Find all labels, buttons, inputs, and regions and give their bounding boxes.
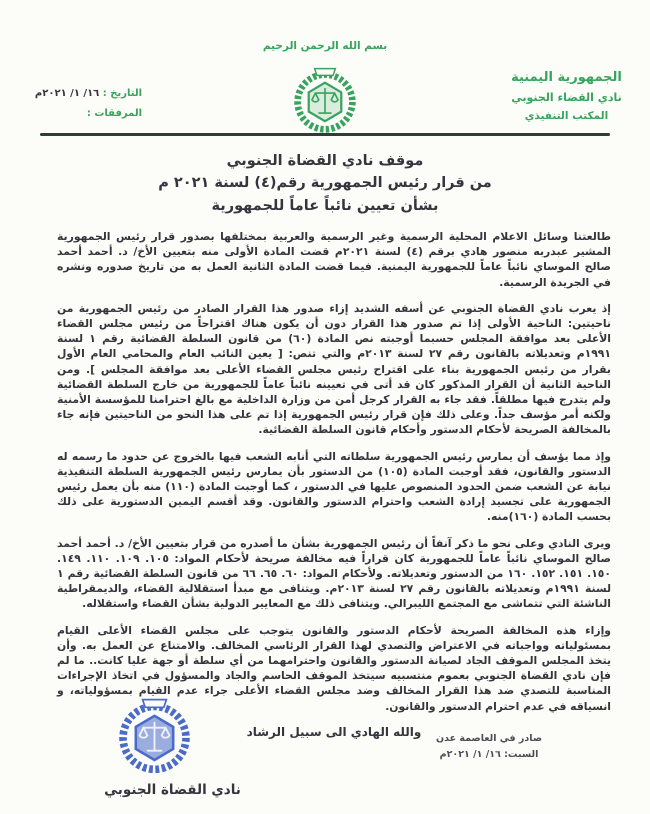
attachments-label: المرفقات : [86,108,142,119]
date-value: ١٦/ ١/ ٢٠٢١م [34,88,100,99]
closing-invocation: والله الهادي الى سبيل الرشاد [246,724,422,739]
issued-place: صادر في العاصمة عدن [436,733,542,744]
bismillah-text: بسم الله الرحمن الرحيم [262,40,388,52]
header-divider-line [40,133,610,136]
date-row [12,88,142,99]
club-stamp-icon [112,692,197,777]
paragraph-2: إذ يعرب نادي القضاة الجنوبي عن أسفه الشديد إزاء صدور هذا القرار الصادر من رئيس الجمهورية من ناحيتين: الناحية الأولى إذا تم صدور هذا القرار دون أن يكون هناك اقتراحاً من رئيس مجلس القضاء الأعلى بعد موافقة المجلس حسبما أوجبته نص المادة (٦٠) من قانون السلطة القضائية رقم ١ لسنة ١٩٩١م وتعديلاته بالقانون رقم ٢٧ لسنة ٢٠١٣م والتي تنص: [ يعين النائب العام والمحامي العام الأول بقرار من رئيس الجمهورية بناء على اقتراح رئيس مجلس القضاء الأعلى بعد موافقة المجلس ]. ومن الناحية الثانية أن القرار المذكور كان قد أتى في تعيينه نائباً عاماً للجمهورية من خارج السلطة القضائية ولم يتدرج فيها مطلقاً. فقد جاء به القرار كرجل أمن من وزارة الداخلية مع بالغ احترامنا للمؤسسة الأمنية ولكنه أمر مؤسف جداً. وعلى ذلك فإن قرار رئيس الجمهورية إذا تم على هذا النحو من الناحيتين فإنه جاء بالمخالفة الصريحة لأحكام الدستور وأحكام قانون السلطة القضائية. [57,301,611,437]
document-body [57,229,611,740]
paragraph-4: ويرى النادي وعلى نحو ما ذكر آنفاً أن رئيس الجمهورية بشأن ما أصدره من قرار بتعيين الأخ/ د. أحمد أحمد صالح الموساي نائباً عاماً للجمهورية كان قراراً فيه مخالفة صريحة لأحكام المواد: ١٠٥. ١٠٩. ١١٠. ١٤٩. ١٥٠. ١٥١. ١٥٢. ١٦٠ من الدستور وتعديلاته. ولأحكام المواد: ٦٠. ٦٥. ٦٦ من قانون السلطة القضائية رقم ١ لسنة ١٩٩١م وتعديلاته بالقانون رقم ٢٧ لسنة ٢٠١٣م. ويتنافى مع مبدأ استقلالية القضاء، والديمقراطية الناشئة التي تتماشى مع المجتمع الليبرالي. ويتنافى ذلك مع المعايير الدولية بشأن القضاء واستقلاله. [57,536,611,611]
title-line-2: من قرار رئيس الجمهورية رقم(٤) لسنة ٢٠٢١ م [158,175,492,192]
paragraph-1: طالعتنا وسائل الاعلام المحلية الرسمية وغير الرسمية والعربية بمختلفها بصدور قرار رئيس الجمهورية المشير عبدربه منصور هادي برقم (٤) لسنة ٢٠٢١م قضت المادة الأولى منه بتعيين الأخ/ د. أحمد أحمد صالح الموساي نائباً عاماً للجمهورية اليمنية. فيما قضت المادة الثانية العمل به من تاريخ صدوره ونشره في الجريدة الرسمية. [57,230,611,289]
date-label: التاريخ : [102,88,142,99]
letterhead-right [489,70,644,122]
letterhead-left [12,88,142,128]
office-name: المكتب التنفيذي [524,110,609,122]
paragraph-3: وإذ مما يؤسف أن يمارس رئيس الجمهورية سلطاته التي أنابه الشعب فيها بالخروج عن حدود ما رسمه له الدستور والقانون، فقد أوجبت المادة (١٠٥) من الدستور بأن يمارس رئيس الجمهورية السلطة التنفيذية نيابة عن الشعب ضمن الحدود المنصوص عليها في الدستور ، كما أوجبت المادة (١١٠) منه بأن يعمل رئيس الجمهورية على تجسيد إرادة الشعب واحترام الدستور والقانون. وقد أقسم اليمين الدستورية على ذلك بحسب المادة (١٦٠)منه. [57,449,611,524]
document-title [0,150,650,217]
title-line-1: موقف نادي القضاة الجنوبي [226,153,424,169]
title-line-3: بشأن تعيين نائباً عاماً للجمهورية [211,197,439,214]
scales-of-justice-emblem-icon [288,62,362,136]
paragraph-5: وإزاء هذه المخالفة الصريحة لأحكام الدستور والقانون يتوجب على مجلس القضاء الأعلى القيام بمسئولياته وواجباته في الاعتراض والتصدي لهذا القرار الرئاسي المخالف. والامتناع عن العمل به. وأن يتخذ المجلس الموقف الجاد لصيانة الدستور والقانون واحترامهما من أي سلطة أو جهة عليا كانت.. ما لم فإن نادي القضاة الجنوبي بعموم منتسبيه سيتخذ الموقف الحاسم والجاد والمسؤول في اتخاذ الإجراءات المناسبة للتصدي ضد هذا القرار المخالف وضد مجلس القضاء الأعلى جراء عدم القيام بمسؤولياته، و انسياقه في عدم احترام الدستور والقانون. [57,623,611,713]
issuance-block [436,731,542,763]
signature-name: نادي القضاة الجنوبي [104,782,241,798]
attachments-row [12,108,142,119]
country-name: الجمهورية اليمنية [511,70,622,85]
issued-date: السبت: ١٦/ ١/ ٢٠٢١م [439,749,539,761]
organization-name: نادي القضاء الجنوبي [511,91,622,104]
